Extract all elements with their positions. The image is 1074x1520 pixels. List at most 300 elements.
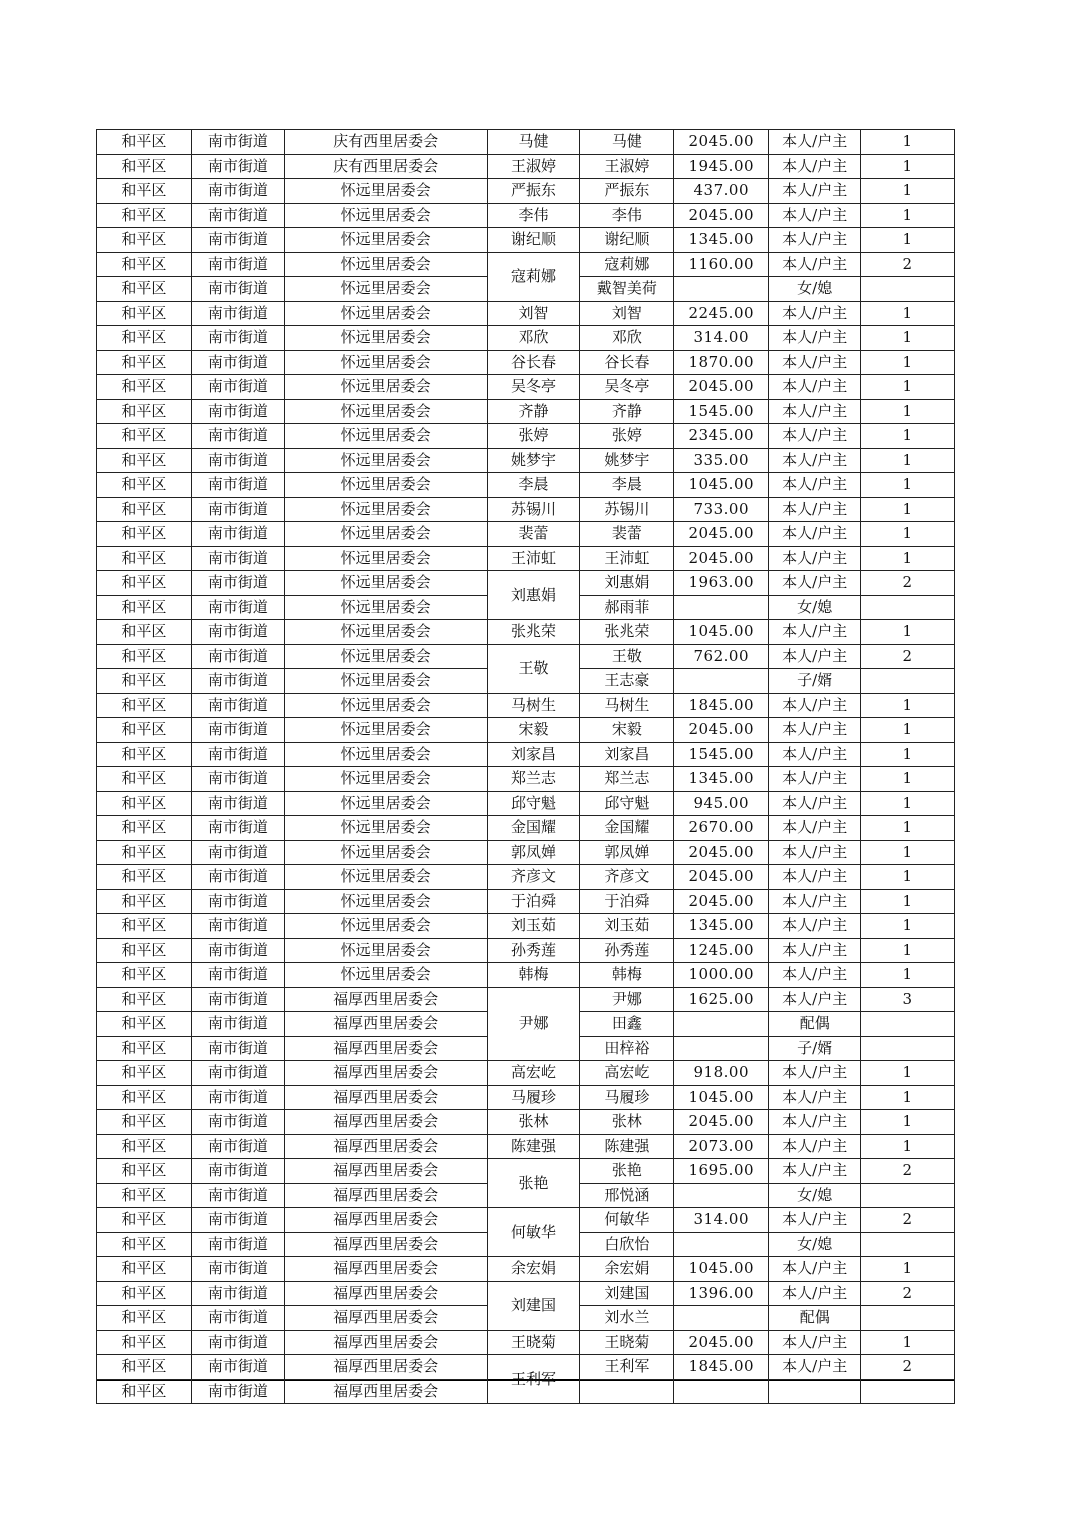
- household-count-cell: 1: [861, 914, 955, 939]
- committee-cell: 怀远里居委会: [284, 620, 487, 645]
- relation-cell: 本人/户主: [769, 1110, 861, 1135]
- household-count-cell: 1: [861, 767, 955, 792]
- table-row: [97, 1061, 955, 1086]
- street-cell: 南市街道: [191, 1281, 284, 1306]
- relation-cell: 本人/户主: [769, 326, 861, 351]
- member-cell: 孙秀莲: [580, 938, 674, 963]
- member-cell: 齐彦文: [580, 865, 674, 890]
- household-count-cell: 1: [861, 130, 955, 155]
- member-cell: 宋毅: [580, 718, 674, 743]
- district-cell: 和平区: [97, 350, 192, 375]
- committee-cell: 福厚西里居委会: [284, 1208, 487, 1233]
- committee-cell: 福厚西里居委会: [284, 1036, 487, 1061]
- street-cell: 南市街道: [191, 1159, 284, 1184]
- household-count-cell: 1: [861, 399, 955, 424]
- applicant-cell: 王敬: [487, 644, 580, 693]
- relation-cell: 本人/户主: [769, 1355, 861, 1380]
- street-cell: 南市街道: [191, 277, 284, 302]
- district-cell: 和平区: [97, 154, 192, 179]
- district-cell: 和平区: [97, 497, 192, 522]
- relation-cell: 本人/户主: [769, 252, 861, 277]
- street-cell: 南市街道: [191, 1330, 284, 1355]
- applicant-cell: 余宏娟: [487, 1257, 580, 1282]
- applicant-cell: 李伟: [487, 203, 580, 228]
- household-count-cell: 1: [861, 350, 955, 375]
- street-cell: 南市街道: [191, 252, 284, 277]
- amount-cell: 2045.00: [674, 203, 769, 228]
- street-cell: 南市街道: [191, 424, 284, 449]
- district-cell: 和平区: [97, 1134, 192, 1159]
- table-row: [97, 791, 955, 816]
- district-cell: 和平区: [97, 1110, 192, 1135]
- member-cell: 齐静: [580, 399, 674, 424]
- amount-cell: 1845.00: [674, 1355, 769, 1380]
- committee-cell: 怀远里居委会: [284, 644, 487, 669]
- district-cell: 和平区: [97, 1036, 192, 1061]
- member-cell: 韩梅: [580, 963, 674, 988]
- street-cell: 南市街道: [191, 816, 284, 841]
- relation-cell: 本人/户主: [769, 963, 861, 988]
- household-count-cell: [861, 1183, 955, 1208]
- table-row: [97, 718, 955, 743]
- amount-cell: [674, 1232, 769, 1257]
- district-cell: 和平区: [97, 424, 192, 449]
- household-count-cell: [861, 1306, 955, 1331]
- amount-cell: 2045.00: [674, 718, 769, 743]
- table-row: [97, 448, 955, 473]
- street-cell: 南市街道: [191, 1134, 284, 1159]
- street-cell: 南市街道: [191, 130, 284, 155]
- household-count-cell: 1: [861, 228, 955, 253]
- relation-cell: 本人/户主: [769, 791, 861, 816]
- street-cell: 南市街道: [191, 669, 284, 694]
- relation-cell: 配偶: [769, 1012, 861, 1037]
- table-row: [97, 154, 955, 179]
- household-count-cell: [861, 669, 955, 694]
- committee-cell: 怀远里居委会: [284, 914, 487, 939]
- committee-cell: 福厚西里居委会: [284, 1134, 487, 1159]
- district-cell: 和平区: [97, 1061, 192, 1086]
- committee-cell: 福厚西里居委会: [284, 1085, 487, 1110]
- street-cell: 南市街道: [191, 865, 284, 890]
- district-cell: 和平区: [97, 203, 192, 228]
- street-cell: 南市街道: [191, 154, 284, 179]
- member-cell: 严振东: [580, 179, 674, 204]
- applicant-cell: 刘惠娟: [487, 571, 580, 620]
- amount-cell: 2245.00: [674, 301, 769, 326]
- relation-cell: 本人/户主: [769, 424, 861, 449]
- relation-cell: 女/媳: [769, 277, 861, 302]
- applicant-cell: 何敏华: [487, 1208, 580, 1257]
- amount-cell: [674, 1036, 769, 1061]
- household-count-cell: 1: [861, 326, 955, 351]
- amount-cell: 1160.00: [674, 252, 769, 277]
- street-cell: 南市街道: [191, 1110, 284, 1135]
- applicant-cell: 郑兰志: [487, 767, 580, 792]
- table-row: [97, 497, 955, 522]
- street-cell: 南市街道: [191, 938, 284, 963]
- district-cell: 和平区: [97, 546, 192, 571]
- street-cell: 南市街道: [191, 914, 284, 939]
- household-count-cell: 1: [861, 816, 955, 841]
- applicant-cell: 齐彦文: [487, 865, 580, 890]
- committee-cell: 怀远里居委会: [284, 203, 487, 228]
- table-row: [97, 571, 955, 596]
- table-row: [97, 399, 955, 424]
- amount-cell: 1545.00: [674, 399, 769, 424]
- relation-cell: 配偶: [769, 1306, 861, 1331]
- street-cell: 南市街道: [191, 350, 284, 375]
- member-cell: 寇莉娜: [580, 252, 674, 277]
- relation-cell: 本人/户主: [769, 914, 861, 939]
- member-cell: 刘家昌: [580, 742, 674, 767]
- district-cell: 和平区: [97, 1257, 192, 1282]
- table-row: [97, 203, 955, 228]
- relation-cell: 本人/户主: [769, 718, 861, 743]
- household-count-cell: 1: [861, 473, 955, 498]
- district-cell: 和平区: [97, 1208, 192, 1233]
- committee-cell: 庆有西里居委会: [284, 130, 487, 155]
- district-cell: 和平区: [97, 693, 192, 718]
- street-cell: 南市街道: [191, 644, 284, 669]
- relation-cell: 本人/户主: [769, 301, 861, 326]
- table-row: [97, 1208, 955, 1233]
- district-cell: 和平区: [97, 644, 192, 669]
- table-row: [97, 326, 955, 351]
- committee-cell: 怀远里居委会: [284, 546, 487, 571]
- member-cell: 谢纪顺: [580, 228, 674, 253]
- table-row: [97, 252, 955, 277]
- applicant-cell: 刘玉茹: [487, 914, 580, 939]
- member-cell: 邓欣: [580, 326, 674, 351]
- relation-cell: 本人/户主: [769, 693, 861, 718]
- applicant-cell: 邱守魁: [487, 791, 580, 816]
- district-cell: 和平区: [97, 399, 192, 424]
- applicant-cell: 马树生: [487, 693, 580, 718]
- amount-cell: 1963.00: [674, 571, 769, 596]
- relation-cell: 本人/户主: [769, 816, 861, 841]
- committee-cell: 怀远里居委会: [284, 399, 487, 424]
- amount-cell: 1245.00: [674, 938, 769, 963]
- committee-cell: 福厚西里居委会: [284, 1257, 487, 1282]
- relation-cell: [769, 1379, 861, 1404]
- street-cell: 南市街道: [191, 1306, 284, 1331]
- committee-cell: 怀远里居委会: [284, 252, 487, 277]
- household-count-cell: 1: [861, 1330, 955, 1355]
- member-cell: 王晓菊: [580, 1330, 674, 1355]
- table-row: [97, 840, 955, 865]
- committee-cell: 怀远里居委会: [284, 350, 487, 375]
- table-row: [97, 742, 955, 767]
- amount-cell: 314.00: [674, 326, 769, 351]
- household-count-cell: [861, 277, 955, 302]
- street-cell: 南市街道: [191, 791, 284, 816]
- amount-cell: 1045.00: [674, 473, 769, 498]
- district-cell: 和平区: [97, 1012, 192, 1037]
- household-count-cell: 1: [861, 179, 955, 204]
- applicant-cell: 李晨: [487, 473, 580, 498]
- member-cell: 尹娜: [580, 987, 674, 1012]
- committee-cell: 福厚西里居委会: [284, 1159, 487, 1184]
- amount-cell: 1870.00: [674, 350, 769, 375]
- district-cell: 和平区: [97, 1330, 192, 1355]
- district-cell: 和平区: [97, 791, 192, 816]
- relation-cell: 本人/户主: [769, 571, 861, 596]
- street-cell: 南市街道: [191, 963, 284, 988]
- amount-cell: 1625.00: [674, 987, 769, 1012]
- member-cell: 王淑婷: [580, 154, 674, 179]
- household-count-cell: [861, 1232, 955, 1257]
- table-row: [97, 865, 955, 890]
- amount-cell: 1045.00: [674, 620, 769, 645]
- table-row: [97, 889, 955, 914]
- table-row: [97, 301, 955, 326]
- applicant-cell: 谷长春: [487, 350, 580, 375]
- household-count-cell: [861, 595, 955, 620]
- table-row: [97, 816, 955, 841]
- applicant-cell: 苏锡川: [487, 497, 580, 522]
- relation-cell: 本人/户主: [769, 546, 861, 571]
- table-row: [97, 963, 955, 988]
- committee-cell: 福厚西里居委会: [284, 1281, 487, 1306]
- member-cell: 王敬: [580, 644, 674, 669]
- amount-cell: 2045.00: [674, 865, 769, 890]
- applicant-cell: 张林: [487, 1110, 580, 1135]
- amount-cell: 2345.00: [674, 424, 769, 449]
- applicant-cell: 严振东: [487, 179, 580, 204]
- member-cell: 王志豪: [580, 669, 674, 694]
- amount-cell: 1945.00: [674, 154, 769, 179]
- household-count-cell: 2: [861, 1159, 955, 1184]
- amount-cell: [674, 669, 769, 694]
- member-cell: 谷长春: [580, 350, 674, 375]
- committee-cell: 福厚西里居委会: [284, 1110, 487, 1135]
- district-cell: 和平区: [97, 816, 192, 841]
- amount-cell: 945.00: [674, 791, 769, 816]
- district-cell: 和平区: [97, 938, 192, 963]
- committee-cell: 怀远里居委会: [284, 669, 487, 694]
- street-cell: 南市街道: [191, 693, 284, 718]
- street-cell: 南市街道: [191, 301, 284, 326]
- household-count-cell: 1: [861, 1134, 955, 1159]
- district-cell: 和平区: [97, 987, 192, 1012]
- household-count-cell: 2: [861, 1208, 955, 1233]
- district-cell: 和平区: [97, 840, 192, 865]
- relation-cell: 子/婿: [769, 1036, 861, 1061]
- amount-cell: [674, 277, 769, 302]
- applicant-cell: 韩梅: [487, 963, 580, 988]
- member-cell: 白欣怡: [580, 1232, 674, 1257]
- relation-cell: 本人/户主: [769, 840, 861, 865]
- member-cell: 郭凤婵: [580, 840, 674, 865]
- committee-cell: 怀远里居委会: [284, 497, 487, 522]
- member-cell: 田鑫: [580, 1012, 674, 1037]
- street-cell: 南市街道: [191, 1208, 284, 1233]
- relation-cell: 本人/户主: [769, 350, 861, 375]
- amount-cell: 2045.00: [674, 1330, 769, 1355]
- household-count-cell: 1: [861, 522, 955, 547]
- member-cell: 刘玉茹: [580, 914, 674, 939]
- household-count-cell: [861, 1012, 955, 1037]
- member-cell: 裴蕾: [580, 522, 674, 547]
- member-cell: 刘水兰: [580, 1306, 674, 1331]
- street-cell: 南市街道: [191, 1379, 284, 1404]
- member-cell: 李伟: [580, 203, 674, 228]
- relation-cell: 本人/户主: [769, 742, 861, 767]
- relation-cell: 女/媳: [769, 1183, 861, 1208]
- street-cell: 南市街道: [191, 326, 284, 351]
- district-cell: 和平区: [97, 1183, 192, 1208]
- committee-cell: 福厚西里居委会: [284, 1232, 487, 1257]
- member-cell: 刘建国: [580, 1281, 674, 1306]
- member-cell: 张婷: [580, 424, 674, 449]
- district-cell: 和平区: [97, 620, 192, 645]
- street-cell: 南市街道: [191, 228, 284, 253]
- applicant-cell: 金国耀: [487, 816, 580, 841]
- member-cell: 王利军: [580, 1355, 674, 1380]
- member-cell: 郝雨菲: [580, 595, 674, 620]
- household-count-cell: 1: [861, 620, 955, 645]
- member-cell: 金国耀: [580, 816, 674, 841]
- street-cell: 南市街道: [191, 620, 284, 645]
- table-row: [97, 1257, 955, 1282]
- committee-cell: 怀远里居委会: [284, 938, 487, 963]
- committee-cell: 怀远里居委会: [284, 326, 487, 351]
- table-row: [97, 1159, 955, 1184]
- applicant-cell: 张艳: [487, 1159, 580, 1208]
- member-cell: 苏锡川: [580, 497, 674, 522]
- district-cell: 和平区: [97, 889, 192, 914]
- table-row: [97, 987, 955, 1012]
- street-cell: 南市街道: [191, 375, 284, 400]
- household-count-cell: [861, 1036, 955, 1061]
- amount-cell: [674, 1306, 769, 1331]
- amount-cell: 2045.00: [674, 1110, 769, 1135]
- amount-cell: 1045.00: [674, 1257, 769, 1282]
- street-cell: 南市街道: [191, 497, 284, 522]
- amount-cell: 2045.00: [674, 840, 769, 865]
- district-cell: 和平区: [97, 252, 192, 277]
- district-cell: 和平区: [97, 1281, 192, 1306]
- household-count-cell: 2: [861, 644, 955, 669]
- district-cell: 和平区: [97, 448, 192, 473]
- household-count-cell: 1: [861, 301, 955, 326]
- table-row: [97, 693, 955, 718]
- committee-cell: 怀远里居委会: [284, 595, 487, 620]
- relation-cell: 本人/户主: [769, 522, 861, 547]
- district-cell: 和平区: [97, 1379, 192, 1404]
- amount-cell: 437.00: [674, 179, 769, 204]
- relation-cell: 本人/户主: [769, 228, 861, 253]
- table-row: [97, 473, 955, 498]
- household-count-cell: 1: [861, 154, 955, 179]
- applicant-cell: 于泊舜: [487, 889, 580, 914]
- committee-cell: 怀远里居委会: [284, 375, 487, 400]
- relation-cell: 本人/户主: [769, 865, 861, 890]
- committee-cell: 怀远里居委会: [284, 448, 487, 473]
- member-cell: 陈建强: [580, 1134, 674, 1159]
- district-cell: 和平区: [97, 1306, 192, 1331]
- district-cell: 和平区: [97, 1085, 192, 1110]
- applicant-cell: 马健: [487, 130, 580, 155]
- street-cell: 南市街道: [191, 571, 284, 596]
- relation-cell: 本人/户主: [769, 154, 861, 179]
- amount-cell: 1345.00: [674, 914, 769, 939]
- member-cell: 马树生: [580, 693, 674, 718]
- household-count-cell: 2: [861, 252, 955, 277]
- household-count-cell: 1: [861, 448, 955, 473]
- amount-cell: 1345.00: [674, 228, 769, 253]
- street-cell: 南市街道: [191, 1036, 284, 1061]
- applicant-cell: 王利军: [487, 1355, 580, 1404]
- table-row: [97, 767, 955, 792]
- amount-cell: 1345.00: [674, 767, 769, 792]
- household-count-cell: 1: [861, 718, 955, 743]
- street-cell: 南市街道: [191, 203, 284, 228]
- household-count-cell: 1: [861, 1110, 955, 1135]
- district-cell: 和平区: [97, 522, 192, 547]
- relation-cell: 本人/户主: [769, 987, 861, 1012]
- committee-cell: 福厚西里居委会: [284, 987, 487, 1012]
- table-row: [97, 1085, 955, 1110]
- street-cell: 南市街道: [191, 718, 284, 743]
- table-row: [97, 938, 955, 963]
- district-cell: 和平区: [97, 301, 192, 326]
- district-cell: 和平区: [97, 326, 192, 351]
- relation-cell: 本人/户主: [769, 399, 861, 424]
- district-cell: 和平区: [97, 963, 192, 988]
- street-cell: 南市街道: [191, 840, 284, 865]
- district-cell: 和平区: [97, 914, 192, 939]
- amount-cell: 2045.00: [674, 375, 769, 400]
- district-cell: 和平区: [97, 130, 192, 155]
- member-cell: 田梓裕: [580, 1036, 674, 1061]
- committee-cell: 怀远里居委会: [284, 889, 487, 914]
- member-cell: 王沛虹: [580, 546, 674, 571]
- amount-cell: 762.00: [674, 644, 769, 669]
- applicant-cell: 邓欣: [487, 326, 580, 351]
- committee-cell: 福厚西里居委会: [284, 1379, 487, 1404]
- street-cell: 南市街道: [191, 742, 284, 767]
- street-cell: 南市街道: [191, 448, 284, 473]
- member-cell: 邱守魁: [580, 791, 674, 816]
- household-count-cell: 1: [861, 203, 955, 228]
- member-cell: 张艳: [580, 1159, 674, 1184]
- street-cell: 南市街道: [191, 473, 284, 498]
- member-cell: 李晨: [580, 473, 674, 498]
- district-cell: 和平区: [97, 1232, 192, 1257]
- applicant-cell: 吴冬亭: [487, 375, 580, 400]
- household-count-cell: 1: [861, 375, 955, 400]
- committee-cell: 怀远里居委会: [284, 742, 487, 767]
- relation-cell: 本人/户主: [769, 448, 861, 473]
- relation-cell: 本人/户主: [769, 375, 861, 400]
- committee-cell: 福厚西里居委会: [284, 1306, 487, 1331]
- table-row: [97, 424, 955, 449]
- table-row: [97, 914, 955, 939]
- amount-cell: 335.00: [674, 448, 769, 473]
- relation-cell: 本人/户主: [769, 767, 861, 792]
- household-count-cell: 2: [861, 1281, 955, 1306]
- applicant-cell: 尹娜: [487, 987, 580, 1061]
- member-cell: 张林: [580, 1110, 674, 1135]
- member-cell: 马健: [580, 130, 674, 155]
- amount-cell: 1695.00: [674, 1159, 769, 1184]
- committee-cell: 怀远里居委会: [284, 228, 487, 253]
- table-row: [97, 620, 955, 645]
- committee-cell: 怀远里居委会: [284, 277, 487, 302]
- table-row: [97, 130, 955, 155]
